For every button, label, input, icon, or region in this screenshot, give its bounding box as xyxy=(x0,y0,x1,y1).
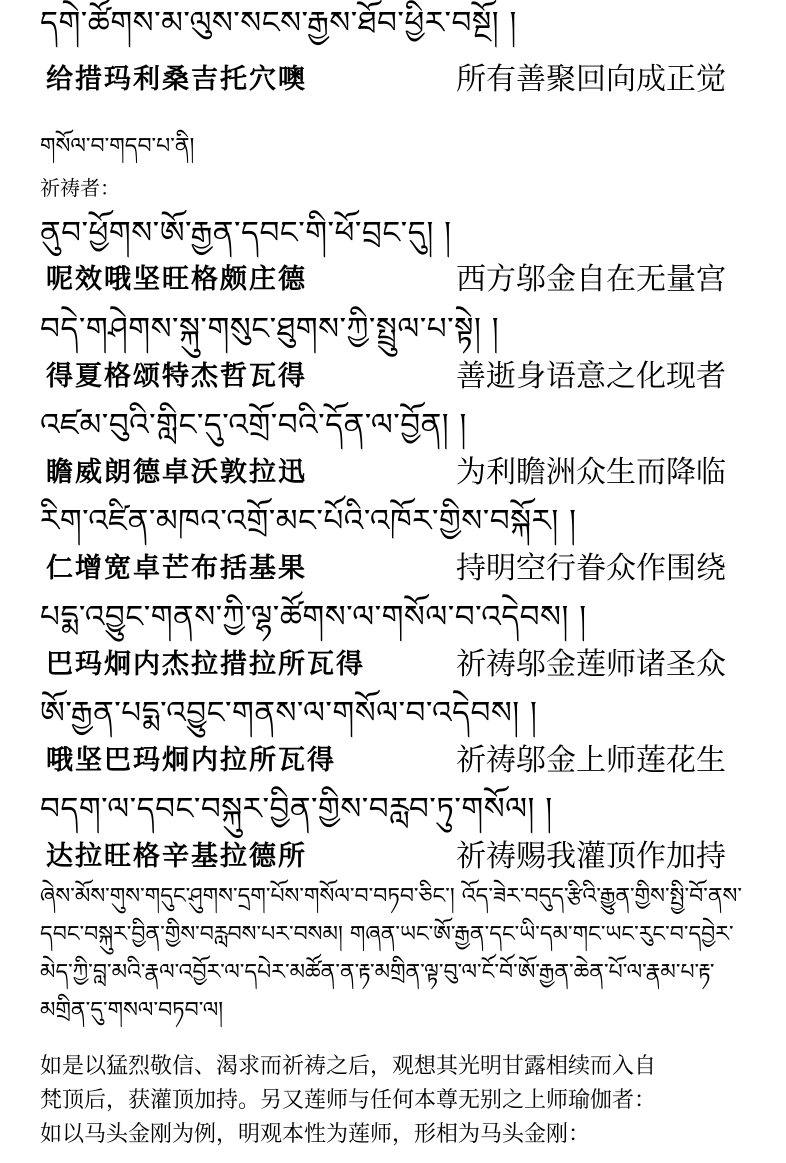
chinese-translation: 祈祷邬金莲师诸圣众 xyxy=(456,647,726,682)
verse-row xyxy=(40,741,760,781)
tibetan-verse-line: ཨོ་རྒྱན་པདྨ་འབྱུང་གནས་ལ་གསོལ་བ་འདེབས། ། xyxy=(40,695,538,731)
verse-row xyxy=(40,357,760,397)
section-label-chinese: 祈祷者： xyxy=(40,176,120,200)
tibetan-verse-line: དགེ་ཚོགས་མ་ལུས་སངས་རྒྱས་ཐོབ་ཕྱིར་བསྔོ། ། xyxy=(40,5,517,41)
verse-row xyxy=(40,60,760,100)
chinese-translation: 持明空行眷众作围绕 xyxy=(456,551,726,586)
verse-row xyxy=(40,549,760,589)
tibetan-verse-line: འཛམ་བུའི་གླིང་དུ་འགྲོ་བའི་དོན་ལ་བྱོན། ། xyxy=(40,407,467,443)
chinese-translation: 善逝身语意之化现者 xyxy=(456,359,726,394)
phonetic-transliteration: 哦坚巴玛炯内拉所瓦得 xyxy=(46,745,336,776)
chinese-translation: 为利瞻洲众生而降临 xyxy=(456,455,726,490)
tibetan-verse-line: པདྨ་འབྱུང་གནས་ཀྱི་ལྷ་ཚོགས་ལ་གསོལ་བ་འདེབས། ། xyxy=(40,599,587,635)
chinese-instruction-paragraph xyxy=(40,1050,760,1152)
paragraph-line: 如是以猛烈敬信、渴求而祈祷之后，观想其光明甘露相续而入自 xyxy=(40,1054,657,1079)
tibetan-verse-line: ནུབ་ཕྱོགས་ཨོ་རྒྱན་དབང་གི་ཕོ་བྲང་དུ། ། xyxy=(40,215,452,251)
section-label-tibetan: གསོལ་བ་གདབ་པ་ནི། xyxy=(40,134,195,159)
tibetan-instruction-paragraph: ཞེས་མོས་གུས་གདུང་ཤུགས་དྲག་པོས་གསོལ་བ་བཏབ་ཅིང་། འོད་ཟེར་བདུད་རྩིའི་རྒྱུན་གྱིས་སྤྱི་བོ་ནས་དབང་བསྐུར་བྱིན་གྱིས་བརླབས་པར་བསམ། གཞན་ཡང་ཨོ་རྒྱན་དང་ཡི་དམ་གང་ཡང་རུང་བ་དབྱེར་མེད་ཀྱི་བླ་མའི་རྣལ་འབྱོར་ལ་དཔེར་མཚོན་ན་རྟ་མགྲིན་ལྟ་བུ་ལ་ངོ་བོ་ཨོ་རྒྱན་ཆེན་པོ་ལ་རྣམ་པ་རྟ་མགྲིན་དུ་གསལ་བཏབ་ལ། xyxy=(40,884,742,1023)
paragraph-line: 如以马头金刚为例，明观本性为莲师，形相为马头金刚： xyxy=(40,1122,591,1147)
verse-row xyxy=(40,837,760,877)
tibetan-verse-line: རིག་འཛིན་མཁའ་འགྲོ་མང་པོའི་འཁོར་གྱིས་བསྐོར། ། xyxy=(40,503,577,539)
chinese-translation: 所有善聚回向成正觉 xyxy=(456,62,726,97)
phonetic-transliteration: 达拉旺格辛基拉德所 xyxy=(46,841,307,872)
phonetic-transliteration: 得夏格颂特杰哲瓦得 xyxy=(46,361,307,392)
verse-row xyxy=(40,260,760,300)
paragraph-line: 梵顶后，获灌顶加持。另又莲师与任何本尊无别之上师瑜伽者： xyxy=(40,1088,657,1113)
chinese-translation: 西方邬金自在无量宫 xyxy=(456,262,726,297)
phonetic-transliteration: 给措玛利桑吉托穴噢 xyxy=(46,64,307,95)
verse-row xyxy=(40,453,760,493)
phonetic-transliteration: 呢效哦坚旺格颇庄德 xyxy=(46,264,307,295)
phonetic-transliteration: 瞻威朗德卓沃敦拉迅 xyxy=(46,457,307,488)
phonetic-transliteration: 仁增宽卓芒布括基果 xyxy=(46,553,307,584)
tibetan-verse-line: བདེ་གཤེགས་སྐུ་གསུང་ཐུགས་ཀྱི་སྤྲུལ་པ་སྟེ། ། xyxy=(40,311,500,347)
phonetic-transliteration: 巴玛炯内杰拉措拉所瓦得 xyxy=(46,649,365,680)
verse-row xyxy=(40,645,760,685)
chinese-translation: 祈祷赐我灌顶作加持 xyxy=(456,839,726,874)
tibetan-verse-line: བདག་ལ་དབང་བསྐུར་བྱིན་གྱིས་བརླབ་ཏུ་གསོལ། ། xyxy=(40,791,553,827)
chinese-translation: 祈祷邬金上师莲花生 xyxy=(456,743,726,778)
